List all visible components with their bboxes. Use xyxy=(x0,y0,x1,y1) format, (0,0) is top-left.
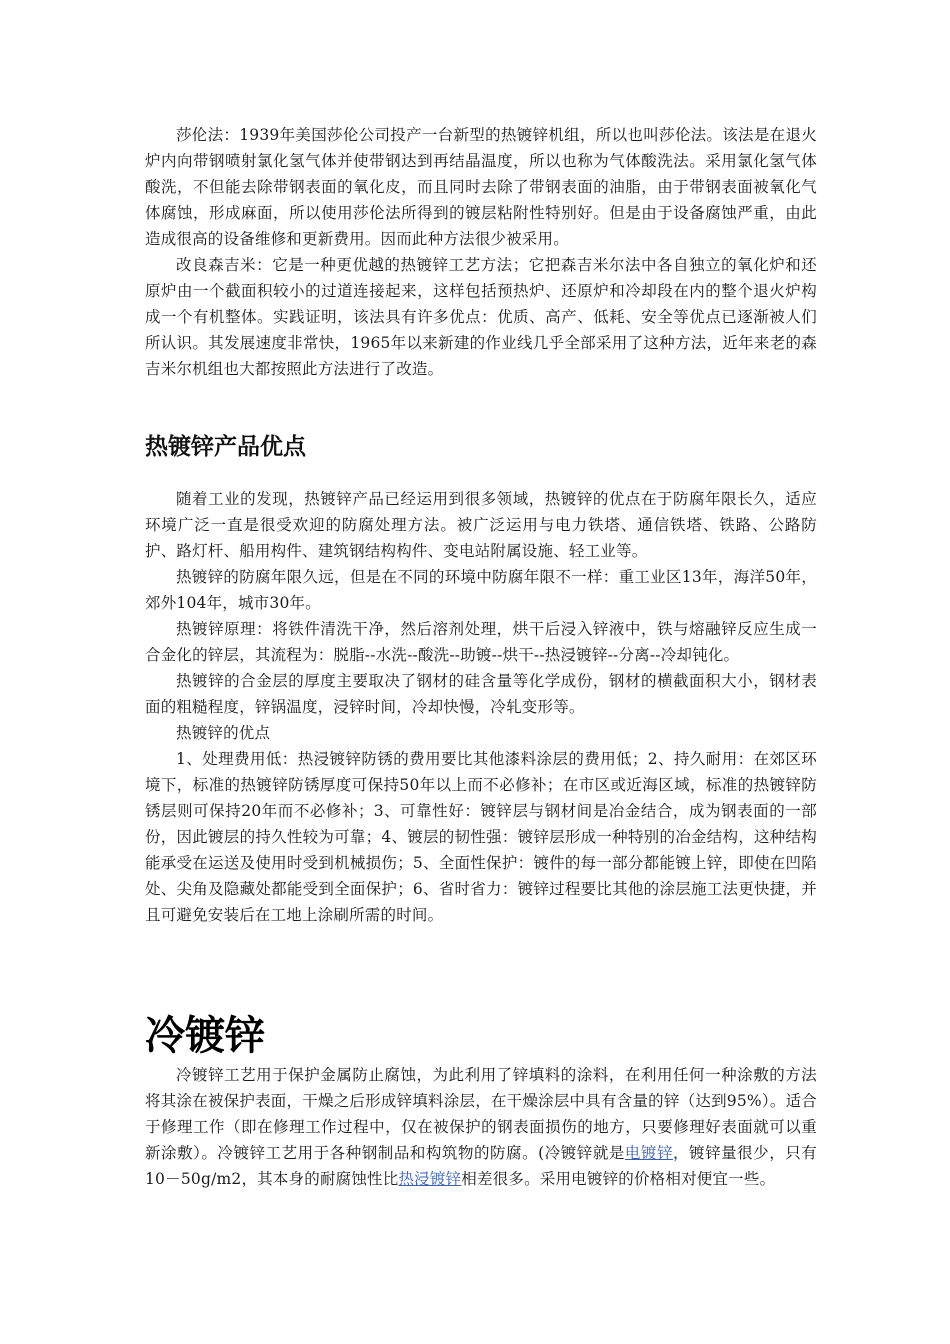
text-run: 冷镀锌工艺用于保护金属防止腐蚀，为此利用了锌填料的涂料，在利用任何一种涂敷的方法将其涂在被保护表面，干燥之后形成锌填料涂层，在干燥涂层中具有含量的锌（达到95%）。适合于修理工作（即在修理工作过程中，仅在被保护的钢表面损伤的地方，只要修理好表面就可以重新涂敷）。冷镀锌工艺用于各种钢制品和构筑物的防腐。(冷镀锌就是 xyxy=(145,1066,817,1162)
paragraph-cold-galvanizing xyxy=(145,1062,817,1192)
intro-section xyxy=(145,122,817,382)
text-run: 相差很多。采用电镀锌的价格相对便宜一些。 xyxy=(461,1170,776,1188)
paragraph-principle: 热镀锌原理：将铁件清洗干净，然后溶剂处理，烘干后浸入锌液中，铁与熔融锌反应生成一合金化的锌层，其流程为：脱脂--水洗--酸洗--助镀--烘干--热浸镀锌--分离--冷却钝化。 xyxy=(145,620,817,664)
link-hot-dip-galvanizing[interactable]: 热浸镀锌 xyxy=(398,1170,462,1188)
text-run: ，镀锌量很少，只有10－50g/m2，其本身的耐腐蚀性比 xyxy=(145,1144,817,1188)
paragraph-advantages-title: 热镀锌的优点 xyxy=(176,724,271,742)
paragraph-alloy-thickness: 热镀锌的合金层的厚度主要取决了钢材的硅含量等化学成份，钢材的横截面积大小，钢材表面的粗糙程度，锌锅温度，浸锌时间，冷却快慢，冷轧变形等。 xyxy=(145,672,817,716)
section-heading-hot-dip-advantages: 热镀锌产品优点 xyxy=(145,434,306,460)
cold-galvanizing-section xyxy=(145,1062,817,1192)
paragraph-sharon-process: 莎伦法：1939年美国莎伦公司投产一台新型的热镀锌机组，所以也叫莎伦法。该法是在退火炉内向带钢喷射氯化氢气体并使带钢达到再结晶温度，所以也称为气体酸洗法。采用氯化氢气体酸洗，不但能去除带钢表面的氧化皮，而且同时去除了带钢表面的油脂，由于带钢表面被氧化气体腐蚀，形成麻面，所以使用莎伦法所得到的镀层粘附性特别好。但是由于设备腐蚀严重，由此造成很高的设备维修和更新费用。因而此种方法很少被采用。 xyxy=(145,126,817,248)
paragraph-advantages-list: 1、处理费用低：热浸镀锌防锈的费用要比其他漆料涂层的费用低；2、持久耐用：在郊区环境下，标准的热镀锌防锈厚度可保持50年以上而不必修补；在市区或近海区域，标准的热镀锌防锈层则可保持20年而不必修补；3、可靠性好：镀锌层与钢材间是冶金结合，成为钢表面的一部份，因此镀层的持久性较为可靠；4、镀层的韧性强：镀锌层形成一种特别的冶金结构，这种结构能承受在运送及使用时受到机械损伤；5、全面性保护：镀件的每一部分都能镀上锌，即使在凹陷处、尖角及隐藏处都能受到全面保护；6、省时省力：镀锌过程要比其他的涂层施工法更快捷，并且可避免安装后在工地上涂刷所需的时间。 xyxy=(145,750,817,924)
paragraph-improved-sendzimir: 改良森吉米：它是一种更优越的热镀锌工艺方法；它把森吉米尔法中各自独立的氧化炉和还原炉由一个截面积较小的过道连接起来，这样包括预热炉、还原炉和冷却段在内的整个退火炉构成一个有机整体。实践证明，该法具有许多优点：优质、高产、低耗、安全等优点已逐渐被人们所认识。其发展速度非常快，1965年以来新建的作业线几乎全部采用了这种方法，近年来老的森吉米尔机组也大都按照此方法进行了改造。 xyxy=(145,256,817,378)
paragraph-corrosion-years: 热镀锌的防腐年限久远，但是在不同的环境中防腐年限不一样：重工业区13年，海洋50年，郊外104年，城市30年。 xyxy=(145,568,817,612)
link-electro-galvanizing[interactable]: 电镀锌 xyxy=(624,1144,673,1162)
hot-dip-section xyxy=(145,486,817,928)
paragraph-applications: 随着工业的发现，热镀锌产品已经运用到很多领域，热镀锌的优点在于防腐年限长久，适应环境广泛一直是很受欢迎的防腐处理方法。被广泛运用与电力铁塔、通信铁塔、铁路、公路防护、路灯杆、船用构件、建筑钢结构构件、变电站附属设施、轻工业等。 xyxy=(145,490,817,560)
section-heading-cold-galvanizing: 冷镀锌 xyxy=(145,1013,265,1059)
